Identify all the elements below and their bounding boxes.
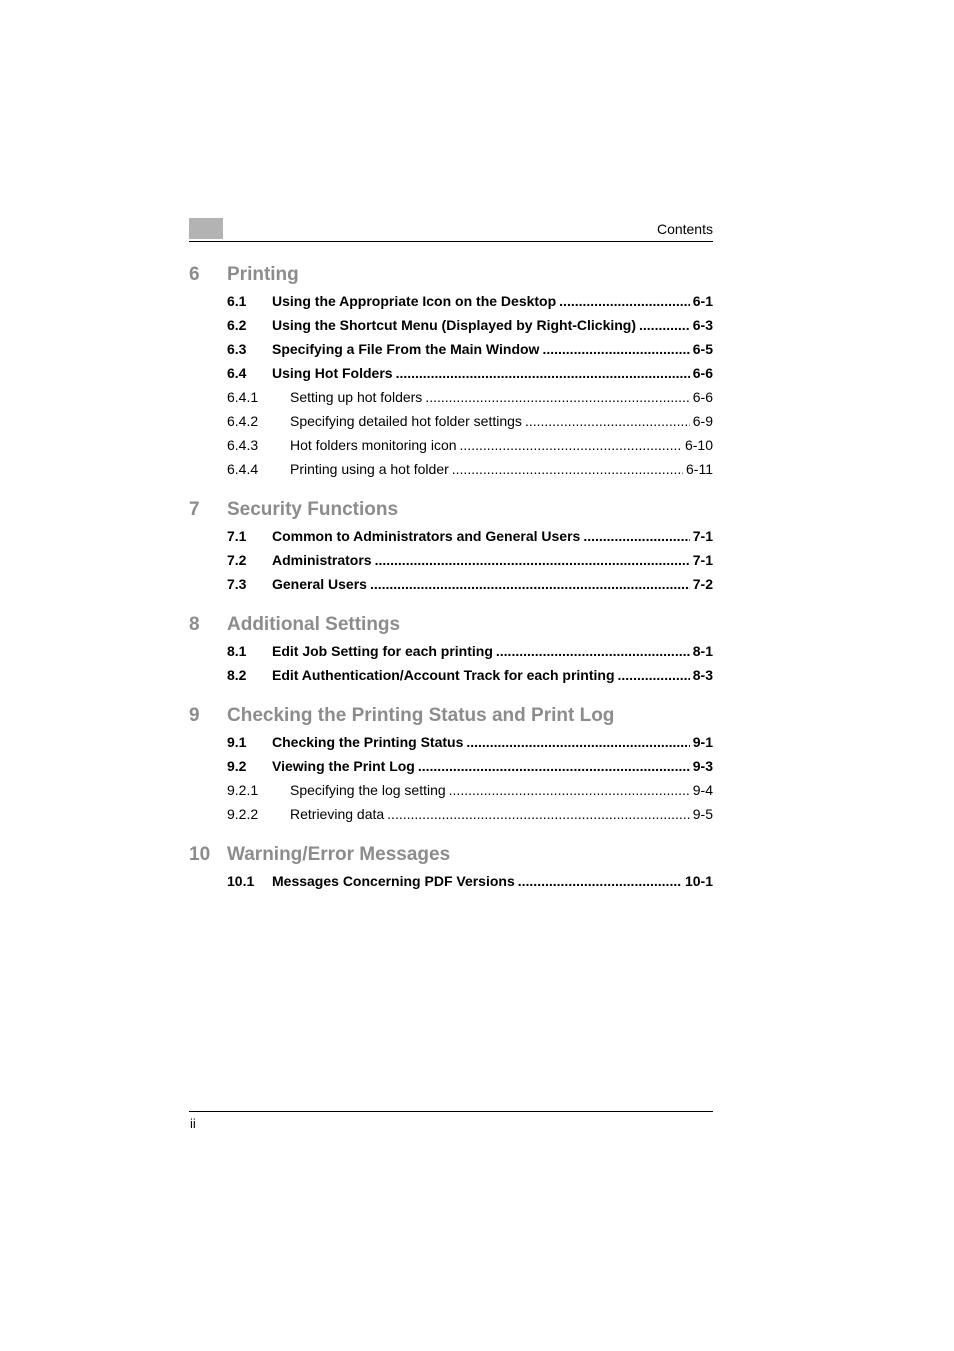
toc-entry[interactable] bbox=[227, 461, 713, 485]
toc-entry-number: 10.1 bbox=[227, 873, 255, 889]
toc-entry-number: 7.3 bbox=[227, 576, 247, 592]
dot-leader bbox=[542, 341, 689, 357]
toc-entry-page: 6-6 bbox=[692, 389, 713, 405]
toc-entry-number: 7.1 bbox=[227, 528, 247, 544]
header-title: Contents bbox=[656, 221, 713, 237]
toc-entry-page: 6-10 bbox=[684, 437, 713, 453]
toc-entry-page: 6-9 bbox=[692, 413, 713, 429]
toc-entry[interactable] bbox=[227, 576, 713, 600]
chapter-number: 6 bbox=[189, 264, 200, 285]
toc-entry-title: Messages Concerning PDF Versions bbox=[272, 873, 515, 889]
chapter-number: 10 bbox=[189, 844, 211, 865]
toc-entry-number: 6.4.2 bbox=[227, 413, 259, 429]
chapter-number: 8 bbox=[189, 614, 200, 635]
chapter-number: 9 bbox=[189, 705, 200, 726]
toc-entry-page: 10-1 bbox=[684, 873, 713, 889]
chapter-section bbox=[189, 705, 713, 830]
chapter-heading[interactable] bbox=[189, 705, 713, 731]
toc-entry[interactable] bbox=[227, 341, 713, 365]
toc-entry[interactable] bbox=[227, 643, 713, 667]
toc-entry[interactable] bbox=[227, 437, 713, 461]
toc-entry[interactable] bbox=[227, 552, 713, 576]
toc-entry-title: Administrators bbox=[272, 552, 372, 568]
dot-leader bbox=[452, 461, 683, 477]
chapter-title: Printing bbox=[227, 264, 299, 285]
toc-entry-title: Using Hot Folders bbox=[272, 365, 393, 381]
footer-rule bbox=[189, 1111, 713, 1112]
toc-entry-number: 8.1 bbox=[227, 643, 247, 659]
toc-entry-title: Common to Administrators and General Users bbox=[272, 528, 581, 544]
chapter-section bbox=[189, 614, 713, 691]
chapter-section bbox=[189, 844, 713, 897]
toc-entry-page: 6-3 bbox=[692, 317, 713, 333]
toc-entry-number: 6.3 bbox=[227, 341, 247, 357]
toc-entry-number: 6.4 bbox=[227, 365, 247, 381]
toc-entry[interactable] bbox=[227, 873, 713, 897]
toc-entry[interactable] bbox=[227, 734, 713, 758]
toc-entry[interactable] bbox=[227, 317, 713, 341]
dot-leader bbox=[375, 552, 690, 568]
chapter-section bbox=[189, 499, 713, 600]
chapter-title: Security Functions bbox=[227, 499, 399, 520]
toc-entry-page: 6-5 bbox=[692, 341, 713, 357]
toc-entry-title: Printing using a hot folder bbox=[290, 461, 449, 477]
toc-entry-page: 9-5 bbox=[692, 806, 713, 822]
toc-entry-number: 6.2 bbox=[227, 317, 247, 333]
chapter-heading[interactable] bbox=[189, 264, 713, 290]
toc-entry-page: 7-1 bbox=[692, 528, 713, 544]
header-rule bbox=[189, 241, 713, 242]
toc-entry-number: 6.4.3 bbox=[227, 437, 259, 453]
dot-leader bbox=[639, 317, 690, 333]
toc-entry-page: 9-1 bbox=[692, 734, 713, 750]
toc-entry-title: Specifying detailed hot folder settings bbox=[290, 413, 522, 429]
chapter-title: Checking the Printing Status and Print Log bbox=[227, 705, 615, 726]
chapter-heading[interactable] bbox=[189, 499, 713, 525]
page-number: ii bbox=[190, 1116, 196, 1131]
toc-entry[interactable] bbox=[227, 667, 713, 691]
toc-entry-page: 8-3 bbox=[692, 667, 713, 683]
toc-entry-title: Checking the Printing Status bbox=[272, 734, 464, 750]
dot-leader bbox=[583, 528, 689, 544]
dot-leader bbox=[559, 293, 690, 309]
toc-entry-title: Using the Appropriate Icon on the Desktop bbox=[272, 293, 557, 309]
toc-entry-title: Edit Job Setting for each printing bbox=[272, 643, 493, 659]
dot-leader bbox=[496, 643, 690, 659]
toc-entry-page: 7-2 bbox=[692, 576, 713, 592]
toc-entry[interactable] bbox=[227, 758, 713, 782]
chapter-heading[interactable] bbox=[189, 844, 713, 870]
toc-entry-number: 9.2.2 bbox=[227, 806, 259, 822]
toc-entry[interactable] bbox=[227, 782, 713, 806]
toc-entry-page: 7-1 bbox=[692, 552, 713, 568]
dot-leader bbox=[425, 389, 689, 405]
dot-leader bbox=[387, 806, 690, 822]
dot-leader bbox=[518, 873, 682, 889]
dot-leader bbox=[418, 758, 690, 774]
toc-entry-number: 9.2.1 bbox=[227, 782, 259, 798]
toc-entry-title: Setting up hot folders bbox=[290, 389, 423, 405]
chapter-title: Additional Settings bbox=[227, 614, 401, 635]
toc-entry-number: 8.2 bbox=[227, 667, 247, 683]
toc-entry-page: 6-11 bbox=[686, 461, 713, 477]
toc-entry-title: Specifying a File From the Main Window bbox=[272, 341, 540, 357]
toc-entry-number: 9.1 bbox=[227, 734, 247, 750]
toc-entry-number: 6.4.4 bbox=[227, 461, 259, 477]
toc-entry-number: 7.2 bbox=[227, 552, 247, 568]
toc-entry-number: 6.4.1 bbox=[227, 389, 259, 405]
toc-entry[interactable] bbox=[227, 806, 713, 830]
toc-entry[interactable] bbox=[227, 528, 713, 552]
toc-entry-title: Specifying the log setting bbox=[290, 782, 446, 798]
dot-leader bbox=[370, 576, 690, 592]
toc-entry[interactable] bbox=[227, 389, 713, 413]
chapter-heading[interactable] bbox=[189, 614, 713, 640]
toc-entry-page: 6-6 bbox=[692, 365, 713, 381]
toc-entry[interactable] bbox=[227, 365, 713, 389]
header-tab-box bbox=[189, 218, 223, 239]
table-of-contents bbox=[189, 264, 713, 911]
toc-entry-page: 9-4 bbox=[692, 782, 713, 798]
toc-entry-title: Hot folders monitoring icon bbox=[290, 437, 457, 453]
chapter-section bbox=[189, 264, 713, 485]
chapter-number: 7 bbox=[189, 499, 200, 520]
toc-entry-page: 6-1 bbox=[692, 293, 713, 309]
dot-leader bbox=[460, 437, 682, 453]
dot-leader bbox=[525, 413, 690, 429]
dot-leader bbox=[449, 782, 690, 798]
toc-entry-title: Viewing the Print Log bbox=[272, 758, 415, 774]
toc-entry-page: 8-1 bbox=[692, 643, 713, 659]
dot-leader bbox=[466, 734, 689, 750]
toc-entry-number: 9.2 bbox=[227, 758, 247, 774]
toc-entry-title: Retrieving data bbox=[290, 806, 385, 822]
toc-entry[interactable] bbox=[227, 293, 713, 317]
toc-entry[interactable] bbox=[227, 413, 713, 437]
toc-entry-title: General Users bbox=[272, 576, 367, 592]
dot-leader bbox=[396, 365, 690, 381]
toc-entry-title: Edit Authentication/Account Track for each printing bbox=[272, 667, 615, 683]
dot-leader bbox=[618, 667, 690, 683]
toc-entry-title: Using the Shortcut Menu (Displayed by Right-Clicking) bbox=[272, 317, 637, 333]
chapter-title: Warning/Error Messages bbox=[227, 844, 451, 865]
toc-entry-page: 9-3 bbox=[692, 758, 713, 774]
toc-entry-number: 6.1 bbox=[227, 293, 247, 309]
